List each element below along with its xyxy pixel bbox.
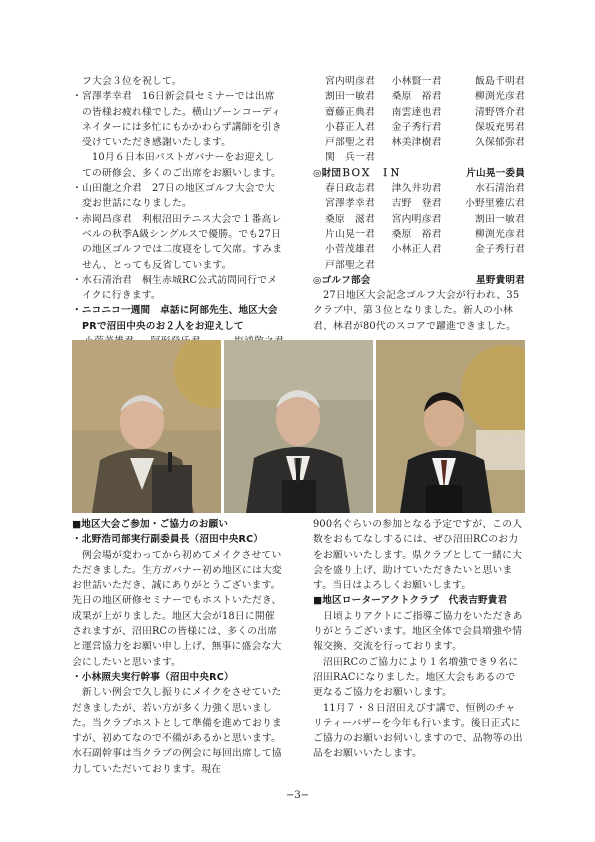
member-name: 飯島千明君: [475, 76, 525, 87]
golf-text: 27日地区大会記念ゴルフ大会が行われ、35クラブ中、第３位となりました。新人の小林君、林君が80代のスコアで躍進できました。: [313, 290, 520, 332]
speaker-photo-2: [224, 340, 373, 513]
speaker-kitano: ・北野浩司部実行副委員長（沼田中央RC）: [72, 534, 264, 546]
rotaract-text-2: 沼田RCのご協力により１名増強でき９名に沼田RACになりました。地区大会もあるので更なるご協力をお願いします。: [313, 656, 519, 699]
member-name: 小野里雅広君: [465, 198, 525, 210]
foundation-box-label: ◎財団ＢＯＸ ＩＮ: [313, 167, 400, 179]
member-name: 柳渕光彦君: [475, 91, 525, 103]
member-name: 金子秀行君: [391, 121, 442, 133]
member-name: 割田一敏君: [325, 91, 375, 103]
names-list-2: [313, 181, 525, 257]
names-list-1: [313, 74, 525, 150]
upper-left-column: [72, 74, 284, 365]
member-name: 久保郁弥君: [475, 137, 525, 149]
member-name: 戸部聖之君: [325, 137, 375, 149]
name-row: [313, 181, 525, 196]
rotaract-text-3: 11月７・８日沼田えびす講で、恒例のチャリティーバザーを今年も行います。後日正式にご協力のお願いお伺いしますので、品物等の出品をお願いいたします。: [313, 702, 523, 760]
member-name: 桑原 滋君: [325, 213, 375, 225]
foundation-box-heading: [313, 166, 525, 181]
golf-label: ◎ゴルフ部会: [313, 274, 371, 286]
member-name: 清野啓介君: [475, 106, 525, 118]
speaker-photo-3: [376, 340, 525, 513]
member-name: 南雲達也君: [391, 106, 442, 118]
name-row: [313, 89, 525, 104]
lower-left-column: [72, 517, 284, 777]
member-name: 津久井功君: [391, 183, 442, 195]
member-name: 宮内明彦君: [325, 76, 375, 87]
name-row: [313, 227, 525, 242]
name-row: [313, 120, 525, 135]
member-name: 桑原 裕君: [391, 91, 442, 103]
name-last-1: 関 兵一君: [325, 152, 375, 164]
member-name: 金子秀行君: [475, 244, 525, 256]
name-row: [313, 74, 525, 89]
lower-right-column: [313, 517, 525, 762]
member-name: 小林賢一君: [391, 76, 442, 87]
member-name: 齋藤正典君: [325, 106, 375, 118]
speaker-photo-1: [72, 340, 221, 513]
continued-line: フ大会３位を祝して。: [82, 76, 182, 87]
photo-strip: [72, 340, 525, 513]
message-miyazawa-2: 10月６日本田パストガバナーをお迎えしての研修会、多くのご出席をお願いします。: [82, 152, 282, 179]
member-name: 柳渕光彦君: [475, 228, 525, 240]
page-number: −3−: [285, 790, 310, 801]
name-row: [313, 105, 525, 120]
member-name: 吉野 登君: [391, 198, 442, 210]
niconico-heading: ・ニコニコ一週間 卓話に阿部先生、地区大会PRで沼田中央のお２人をお迎えして: [72, 305, 278, 332]
name-row: [313, 135, 525, 150]
speaker-kobayashi: ・小林照夫実行幹事（沼田中央RC）: [72, 671, 234, 683]
member-name: 保坂充男君: [475, 121, 525, 133]
member-name: 小菅茂雄君: [325, 244, 375, 256]
member-name: 小暮正人君: [325, 121, 375, 133]
member-name: 水石清治君: [475, 183, 525, 195]
district-conference-heading: ■地区大会ご参加・ご協力のお願い: [72, 519, 229, 530]
golf-leader: 星野貴明君: [476, 274, 525, 286]
golf-heading: [313, 273, 525, 288]
member-name: 片山晃一君: [325, 228, 375, 240]
name-last-2: 戸部聖之君: [325, 259, 375, 271]
member-name: 小林正人君: [391, 244, 442, 256]
message-mizuishi: ・水石清治君 桐生赤城RC公式訪問同行でメイクに行きます。: [72, 274, 278, 302]
kitano-text: 例会場が変わってから初めてメイクさせていただきました。生方ガバナー初め地区には大変お世話いただき、誠にありがとうございます。先日の地区研修セミナーでもホストいただき、成果が上がりました。地区大会が18日に開催されますが、沼田RCの皆様には、多くの出席と運営協力をお願い申し上げ、無事に盛会な大会にしたいと思います。: [72, 549, 282, 668]
member-name: 春日政志君: [325, 183, 375, 195]
member-name: 宮内明彦君: [391, 213, 442, 225]
rotaract-text-1: 日頃よりアクトにご指導ご協力をいただきありがとうございます。地区全体で会員増強や情報交換、交流を行っております。: [313, 610, 523, 653]
member-name: 割田一敏君: [475, 213, 525, 225]
upper-right-column: [313, 74, 525, 334]
name-row: [313, 196, 525, 211]
rotaract-heading: ■地区ローターアクトクラブ 代表吉野貴君: [313, 595, 508, 607]
message-yamada: ・山田龍之介君 27日の地区ゴルフ大会で大変お世話になりました。: [72, 183, 275, 210]
message-akaoka: ・赤岡昌彦君 利根沼田テニス大会で１番高レベルの秋季A級シングルスで優勝。でも27日の地区ゴルフでは二度寝をして欠席。すみません、とっても反省しています。: [72, 213, 283, 271]
continued-text: 900名ぐらいの参加となる予定ですが、この人数をおもてなしするには、ぜひ沼田RCのお力をお願いいたします。県クラブとして一緒に大会を盛り上げ、助けていただきたいと思います。当日はよろしくお願いします。: [313, 519, 523, 592]
member-name: 林美津樹君: [391, 137, 442, 149]
member-name: 宮澤孝幸君: [325, 198, 375, 210]
member-name: 桑原 裕君: [391, 228, 442, 240]
name-row: [313, 212, 525, 227]
foundation-box-leader: 片山晃一委員: [466, 167, 525, 179]
kobayashi-text: 新しい例会で久し振りにメイクをさせていただきましたが、若い方が多く力強く思いました。当クラブホストとして準備を進めておりますが、初めてなので不備があるかと思います。水石副幹事は当クラブの例会に毎回出席して協力していただいております。現在: [72, 687, 282, 775]
message-miyazawa: ・宮澤孝幸君 16日新会員セミナーでは出席の皆様お疲れ様でした。横山ゾーンコーディネイターには多忙にもかかわらず講師を引き受けていただき感謝いたします。: [72, 91, 282, 149]
name-row: [313, 242, 525, 257]
